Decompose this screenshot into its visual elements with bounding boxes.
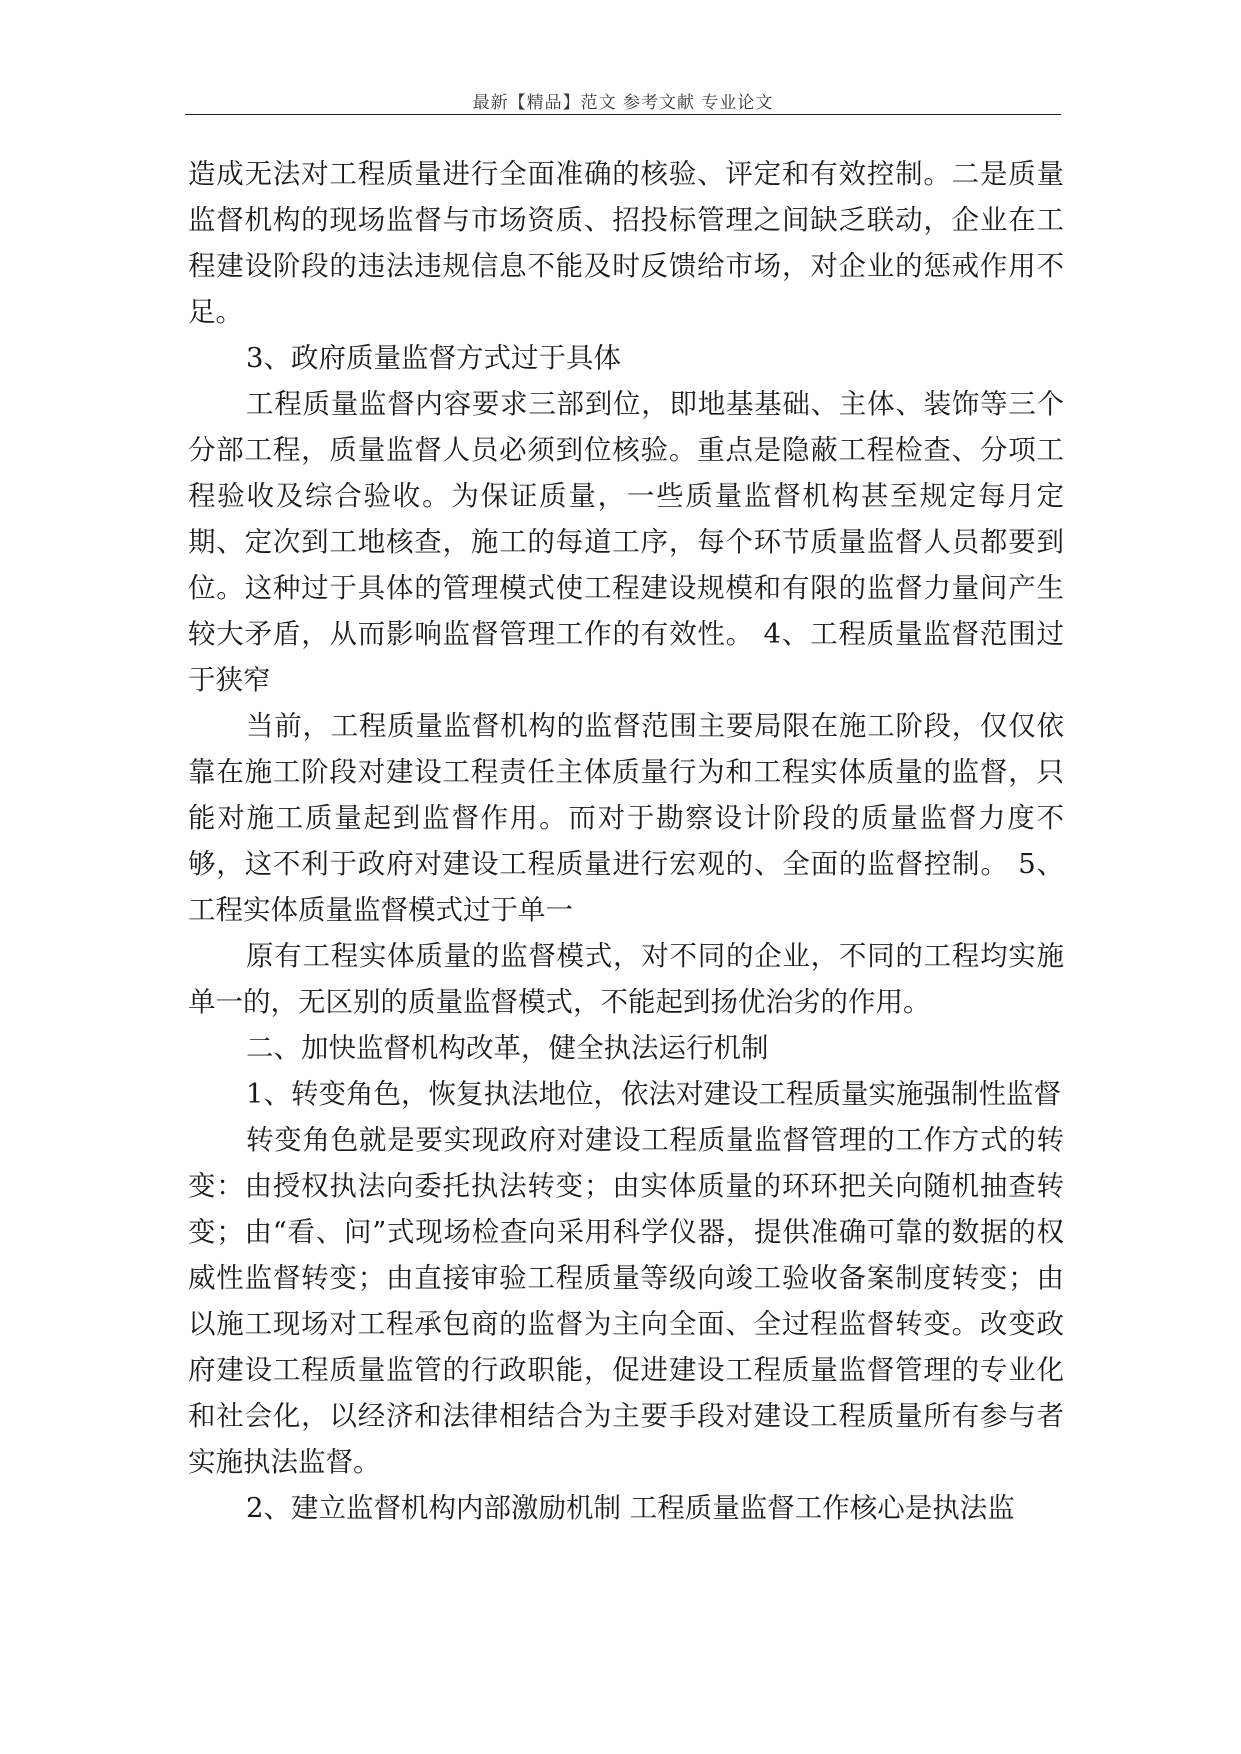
heading-3: 3、政府质量监督方式过于具体	[246, 342, 621, 374]
header-divider	[185, 114, 1061, 115]
paragraph-5: 转变角色就是要实现政府对建设工程质量监督管理的工作方式的转变：由授权执法向委托执法转变；由实体质量的环环把关向随机抽查转变；由“看、问”式现场检查向采用科学仪器，提供准确可靠的数据的权威性监督转变；由直接审验工程质量等级向竣工验收备案制度转变；由以施工现场对工程承包商的监督为主向全面、全过程监督转变。改变政府建设工程质量监管的行政职能，促进建设工程质量监督管理的专业化和社会化，以经济和法律相结合为主要手段对建设工程质量所有参与者实施执法监督。	[188, 1124, 1064, 1478]
paragraph-2: 工程质量监督内容要求三部到位，即地基基础、主体、装饰等三个分部工程，质量监督人员必须到位核验。重点是隐蔽工程检查、分项工程验收及综合验收。为保证质量，一些质量监督机构甚至规定每月定期、定次到工地核查，施工的每道工序，每个环节质量监督人员都要到位。这种过于具体的管理模式使工程建设规模和有限的监督力量间产生较大矛盾，从而影响监督管理工作的有效性。 4、工程质量监督范围过于狭窄	[188, 388, 1064, 696]
subheading-1: 1、转变角色，恢复执法地位，依法对建设工程质量实施强制性监督	[246, 1078, 1061, 1110]
paragraph-6: 2、建立监督机构内部激励机制 工程质量监督工作核心是执法监	[246, 1492, 1015, 1524]
paragraph-1: 造成无法对工程质量进行全面准确的核验、评定和有效控制。二是质量监督机构的现场监督与市场资质、招投标管理之间缺乏联动，企业在工程建设阶段的违法违规信息不能及时反馈给市场，对企业的惩戒作用不足。	[188, 158, 1064, 328]
section-heading-2: 二、加快监督机构改革，健全执法运行机制	[246, 1032, 769, 1064]
paragraph-3: 当前，工程质量监督机构的监督范围主要局限在施工阶段，仅仅依靠在施工阶段对建设工程责任主体质量行为和工程实体质量的监督，只能对施工质量起到监督作用。而对于勘察设计阶段的质量监督力度不够，这不利于政府对建设工程质量进行宏观的、全面的监督控制。 5、工程实体质量监督模式过于单一	[188, 710, 1064, 926]
paragraph-4: 原有工程实体质量的监督模式，对不同的企业，不同的工程均实施单一的，无区别的质量监督模式，不能起到扬优治劣的作用。	[188, 940, 1064, 1018]
page-header: 最新【精品】范文 参考文献 专业论文	[472, 93, 774, 113]
document-body	[188, 151, 1064, 1531]
